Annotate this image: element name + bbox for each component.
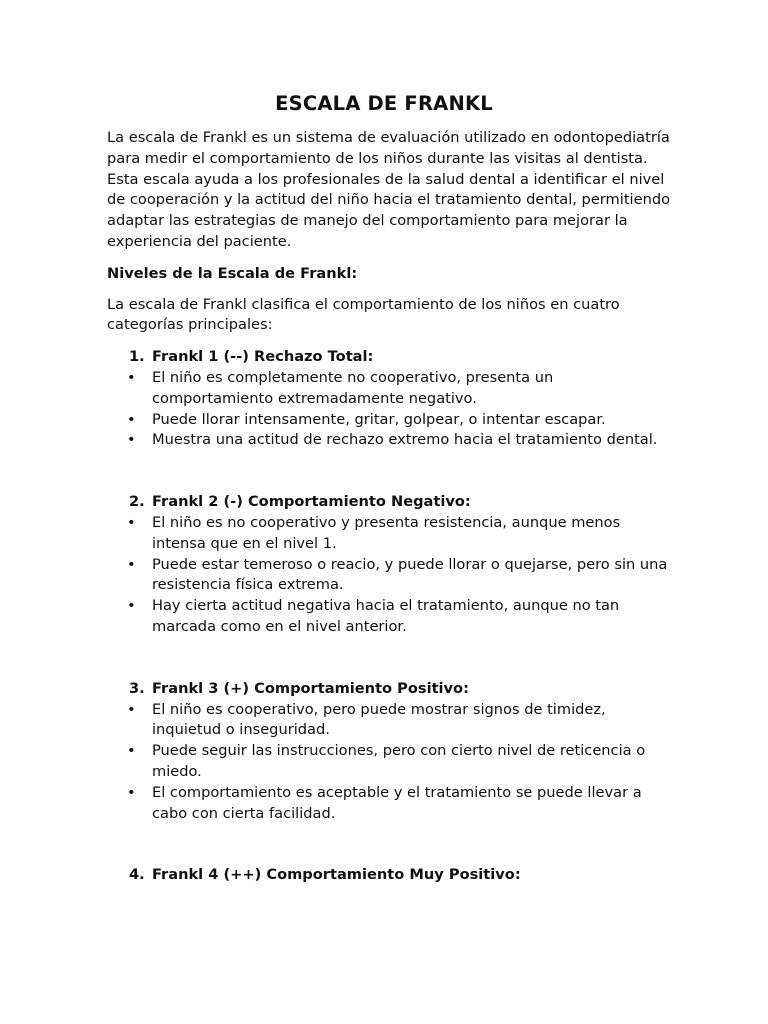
bullet-text: Hay cierta actitud negativa hacia el tratamiento, aunque no tan marcada como en el nivel anterior. bbox=[152, 597, 620, 635]
level-heading bbox=[107, 865, 672, 886]
level-block bbox=[107, 492, 672, 638]
bullet-item bbox=[107, 513, 672, 555]
bullet-text: Puede llorar intensamente, gritar, golpear, o intentar escapar. bbox=[152, 410, 606, 428]
bullet-text: Puede estar temeroso o reacio, y puede llorar o quejarse, pero sin una resistencia física extrema. bbox=[152, 555, 668, 594]
level-title: Frankl 1 (--) Rechazo Total: bbox=[152, 348, 374, 366]
intro-paragraph: La escala de Frankl es un sistema de evaluación utilizado en odontopediatría para medir el comportamiento de los niños durante las visitas al dentista. Esta escala ayuda a los profesionales de la salud dental a identificar el nivel de cooperación y la actitud del niño hacia el tratamiento dental, permitiendo adaptar las estrategias de manejo del comportamiento para mejorar la experiencia del paciente. bbox=[107, 129, 671, 250]
level-number: 4. bbox=[129, 866, 145, 884]
level-title: Frankl 3 (+) Comportamiento Positivo: bbox=[152, 679, 469, 697]
bullet-item bbox=[107, 741, 672, 783]
level-title: Frankl 4 (++) Comportamiento Muy Positivo: bbox=[152, 866, 521, 884]
bullet-list bbox=[107, 368, 672, 451]
bullet-text: El niño es cooperativo, pero puede mostrar signos de timidez, inquietud o inseguridad. bbox=[152, 700, 606, 739]
level-title: Frankl 2 (-) Comportamiento Negativo: bbox=[152, 493, 471, 511]
lead-paragraph: La escala de Frankl clasifica el comportamiento de los niños en cuatro categorías principales: bbox=[107, 295, 620, 334]
level-block bbox=[107, 679, 672, 825]
bullet-item bbox=[107, 368, 672, 410]
bullet-item bbox=[107, 555, 672, 597]
level-block bbox=[107, 865, 672, 886]
bullet-item bbox=[107, 596, 672, 638]
bullet-icon: • bbox=[127, 410, 136, 428]
section-heading: Niveles de la Escala de Frankl: bbox=[107, 264, 358, 282]
bullet-icon: • bbox=[127, 513, 136, 531]
level-heading bbox=[107, 347, 672, 368]
bullet-item bbox=[107, 430, 672, 451]
levels-list bbox=[107, 347, 672, 886]
bullet-icon: • bbox=[127, 783, 136, 801]
level-block bbox=[107, 347, 672, 451]
bullet-icon: • bbox=[127, 368, 136, 386]
bullet-text: El niño es completamente no cooperativo, presenta un comportamiento extremadamente negativo. bbox=[152, 368, 554, 407]
level-number: 3. bbox=[129, 679, 145, 697]
bullet-item bbox=[107, 410, 672, 431]
document-title: ESCALA DE FRANKL bbox=[275, 92, 493, 115]
bullet-icon: • bbox=[127, 700, 136, 718]
level-heading bbox=[107, 679, 672, 700]
bullet-icon: • bbox=[127, 431, 136, 449]
document-body bbox=[107, 128, 672, 886]
bullet-text: El comportamiento es aceptable y el tratamiento se puede llevar a cabo con cierta facilidad. bbox=[152, 783, 642, 822]
level-number: 1. bbox=[129, 348, 145, 366]
level-number: 2. bbox=[129, 493, 145, 511]
bullet-text: El niño es no cooperativo y presenta resistencia, aunque menos intensa que en el nivel 1. bbox=[152, 513, 621, 552]
bullet-item bbox=[107, 700, 672, 742]
bullet-icon: • bbox=[127, 597, 136, 615]
bullet-text: Muestra una actitud de rechazo extremo hacia el tratamiento dental. bbox=[152, 431, 658, 449]
bullet-icon: • bbox=[127, 555, 136, 573]
level-heading bbox=[107, 492, 672, 513]
bullet-icon: • bbox=[127, 742, 136, 760]
bullet-list bbox=[107, 700, 672, 825]
bullet-text: Puede seguir las instrucciones, pero con cierto nivel de reticencia o miedo. bbox=[152, 742, 646, 780]
bullet-list bbox=[107, 513, 672, 638]
bullet-item bbox=[107, 783, 672, 825]
